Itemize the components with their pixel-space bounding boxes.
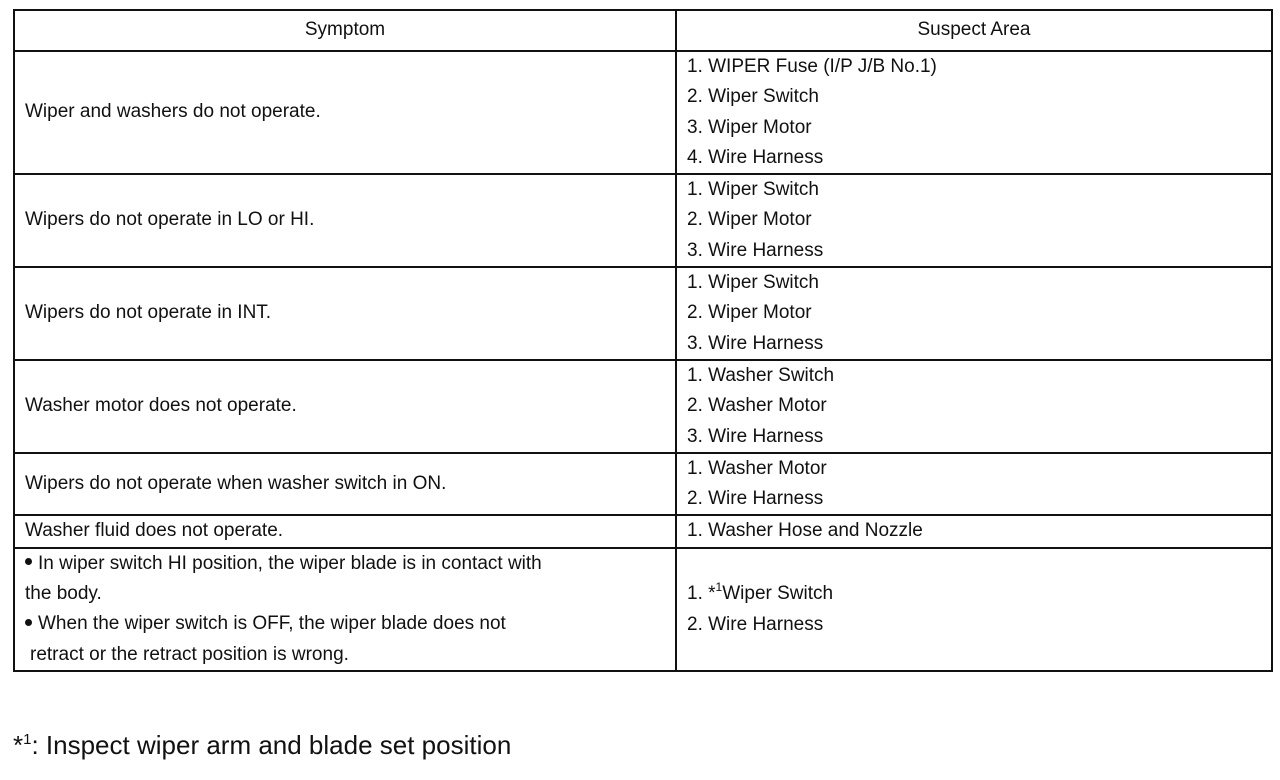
symptom-cell: Washer fluid does not operate. — [14, 515, 676, 547]
suspect-item: 2. Wire Harness — [687, 488, 824, 510]
suspect-item: 1. Washer Motor — [687, 457, 827, 479]
suspect-prefix: 1. * — [687, 582, 716, 604]
suspect-item: 2. Wiper Switch — [687, 86, 819, 108]
troubleshooting-table — [13, 9, 1273, 672]
table-row — [14, 360, 1272, 453]
suspect-item — [687, 579, 1271, 610]
suspect-area-cell — [676, 453, 1272, 516]
footnote-text: : Inspect wiper arm and blade set position — [31, 730, 512, 760]
footnote-number: 1 — [23, 731, 32, 748]
suspect-area-cell — [676, 51, 1272, 174]
table-row — [14, 174, 1272, 267]
suspect-item: 2. Wiper Motor — [687, 302, 812, 324]
suspect-area-cell — [676, 267, 1272, 360]
footnote-marker: * — [13, 730, 24, 760]
suspect-text: Wiper Switch — [722, 582, 834, 604]
footnote-reference: 1 — [715, 579, 723, 594]
suspect-item: 3. Wiper Motor — [687, 116, 812, 138]
suspect-area-cell — [676, 515, 1272, 547]
suspect-item: 1. Wiper Switch — [687, 179, 819, 201]
symptom-continuation-line: the body. — [25, 583, 102, 605]
table-row — [14, 548, 1272, 671]
suspect-item: 3. Wire Harness — [687, 239, 824, 261]
table-row — [14, 453, 1272, 516]
suspect-item: 3. Wire Harness — [687, 332, 824, 354]
suspect-item: 2. Wire Harness — [687, 613, 824, 635]
table-row — [14, 267, 1272, 360]
table-header-row — [14, 10, 1272, 51]
suspect-item: 1. Washer Switch — [687, 364, 835, 386]
suspect-item: 1. Wiper Switch — [687, 272, 819, 294]
symptom-cell: Wipers do not operate when washer switch in ON. — [14, 453, 676, 516]
suspect-area-cell — [676, 174, 1272, 267]
suspect-item: 3. Wire Harness — [687, 425, 824, 447]
bullet-icon — [25, 619, 32, 626]
symptom-cell — [14, 548, 676, 671]
suspect-item: 2. Washer Motor — [687, 395, 827, 417]
suspect-item: 1. WIPER Fuse (I/P J/B No.1) — [687, 56, 937, 77]
footnote — [13, 730, 511, 765]
symptom-continuation-line: retract or the retract position is wrong. — [30, 643, 349, 665]
symptom-cell: Wiper and washers do not operate. — [14, 51, 676, 174]
suspect-area-header: Suspect Area — [676, 10, 1272, 51]
symptom-bullet-line — [25, 609, 675, 639]
bullet-icon — [25, 558, 32, 565]
table-row — [14, 515, 1272, 547]
symptom-cell: Wipers do not operate in LO or HI. — [14, 174, 676, 267]
symptom-text: When the wiper switch is OFF, the wiper blade does not — [38, 613, 506, 635]
symptom-header: Symptom — [14, 10, 676, 51]
symptom-text: In wiper switch HI position, the wiper blade is in contact with — [38, 552, 542, 574]
suspect-item: 2. Wiper Motor — [687, 209, 812, 231]
suspect-item: 4. Wire Harness — [687, 146, 824, 168]
symptom-bullet-line — [25, 549, 675, 579]
suspect-area-cell — [676, 360, 1272, 453]
suspect-item: 1. Washer Hose and Nozzle — [687, 520, 923, 542]
symptom-cell: Wipers do not operate in INT. — [14, 267, 676, 360]
suspect-area-cell — [676, 548, 1272, 671]
symptom-cell: Washer motor does not operate. — [14, 360, 676, 453]
table-row — [14, 51, 1272, 174]
